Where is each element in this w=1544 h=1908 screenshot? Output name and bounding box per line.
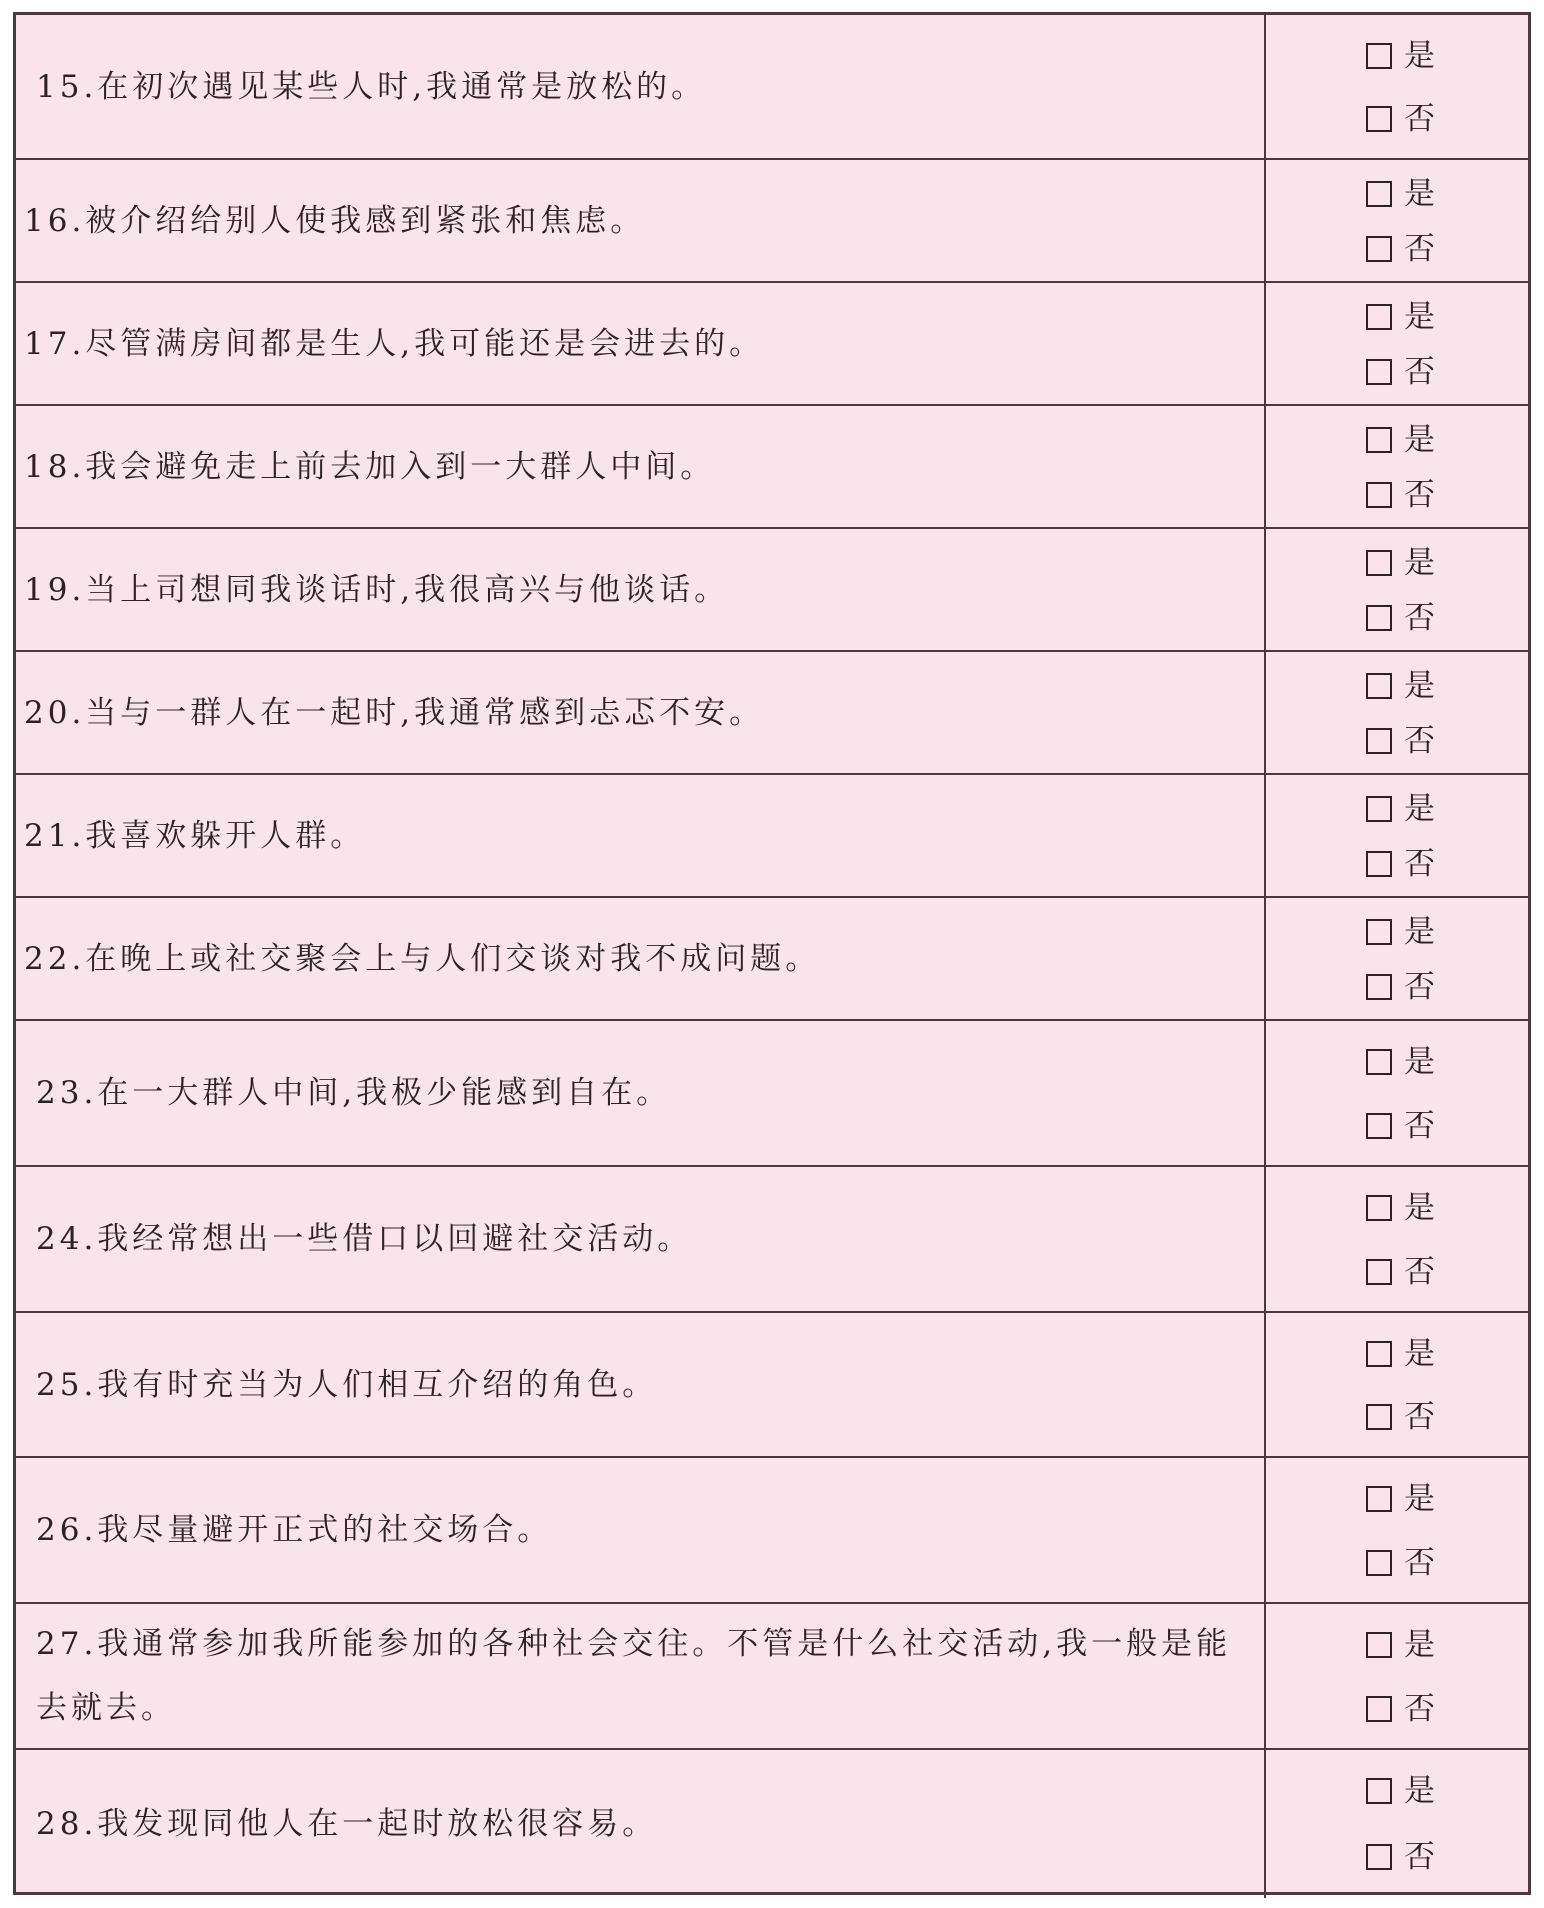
no-option[interactable] <box>1366 598 1435 638</box>
answer-cell <box>1266 160 1528 281</box>
no-label: 否 <box>1404 354 1435 390</box>
no-checkbox[interactable] <box>1366 106 1392 132</box>
question-text: 24.我经常想出一些借口以回避社交活动。 <box>36 1221 693 1257</box>
yes-checkbox[interactable] <box>1366 1195 1392 1221</box>
question-row <box>16 1167 1528 1313</box>
question-cell <box>16 283 1266 404</box>
answer-cell <box>1266 1604 1528 1748</box>
yes-checkbox[interactable] <box>1366 673 1392 699</box>
no-label: 否 <box>1404 1108 1435 1144</box>
no-label: 否 <box>1404 1254 1435 1290</box>
question-row <box>16 1604 1528 1750</box>
yes-checkbox[interactable] <box>1366 1632 1392 1658</box>
yes-checkbox[interactable] <box>1366 1341 1392 1367</box>
yes-label: 是 <box>1404 1773 1435 1809</box>
question-row <box>16 160 1528 283</box>
question-text: 22.在晚上或社交聚会上与人们交谈对我不成问题。 <box>24 940 821 977</box>
question-text: 18.我会避免走上前去加入到一大群人中间。 <box>24 448 716 485</box>
yes-label: 是 <box>1404 176 1435 212</box>
no-option[interactable] <box>1366 967 1435 1007</box>
yes-label: 是 <box>1404 1044 1435 1080</box>
question-cell <box>16 1604 1266 1748</box>
question-row <box>16 406 1528 529</box>
yes-label: 是 <box>1404 38 1435 74</box>
yes-label: 是 <box>1404 1627 1435 1663</box>
question-row <box>16 15 1528 160</box>
question-cell <box>16 406 1266 527</box>
yes-checkbox[interactable] <box>1366 43 1392 69</box>
question-text: 20.当与一群人在一起时,我通常感到忐忑不安。 <box>24 694 765 731</box>
no-label: 否 <box>1404 723 1435 759</box>
answer-cell <box>1266 1021 1528 1165</box>
no-label: 否 <box>1404 1399 1435 1435</box>
question-cell <box>16 1750 1266 1898</box>
answer-cell <box>1266 529 1528 650</box>
question-text: 26.我尽量避开正式的社交场合。 <box>36 1512 553 1548</box>
no-label: 否 <box>1404 600 1435 636</box>
yes-option[interactable] <box>1366 420 1435 460</box>
question-row <box>16 1750 1528 1898</box>
no-option[interactable] <box>1366 721 1435 761</box>
yes-label: 是 <box>1404 1190 1435 1226</box>
yes-checkbox[interactable] <box>1366 304 1392 330</box>
answer-cell <box>1266 1167 1528 1311</box>
no-option[interactable] <box>1366 1837 1435 1877</box>
no-option[interactable] <box>1366 1689 1435 1729</box>
yes-option[interactable] <box>1366 912 1435 952</box>
no-checkbox[interactable] <box>1366 482 1392 508</box>
yes-checkbox[interactable] <box>1366 550 1392 576</box>
no-option[interactable] <box>1366 352 1435 392</box>
no-checkbox[interactable] <box>1366 1404 1392 1430</box>
no-option[interactable] <box>1366 99 1435 139</box>
no-checkbox[interactable] <box>1366 728 1392 754</box>
yes-option[interactable] <box>1366 1334 1435 1374</box>
question-text: 23.在一大群人中间,我极少能感到自在。 <box>36 1075 672 1111</box>
yes-label: 是 <box>1404 1336 1435 1372</box>
no-label: 否 <box>1404 101 1435 137</box>
yes-option[interactable] <box>1366 1042 1435 1082</box>
answer-cell <box>1266 283 1528 404</box>
question-cell <box>16 1021 1266 1165</box>
yes-option[interactable] <box>1366 1771 1435 1811</box>
answer-cell <box>1266 15 1528 158</box>
answer-cell <box>1266 775 1528 896</box>
question-row <box>16 652 1528 775</box>
no-option[interactable] <box>1366 475 1435 515</box>
yes-label: 是 <box>1404 1481 1435 1517</box>
question-cell <box>16 1313 1266 1456</box>
answer-cell <box>1266 1313 1528 1456</box>
no-checkbox[interactable] <box>1366 1696 1392 1722</box>
yes-checkbox[interactable] <box>1366 427 1392 453</box>
no-label: 否 <box>1404 969 1435 1005</box>
no-label: 否 <box>1404 477 1435 513</box>
yes-option[interactable] <box>1366 36 1435 76</box>
yes-label: 是 <box>1404 914 1435 950</box>
question-text: 17.尽管满房间都是生人,我可能还是会进去的。 <box>24 325 765 362</box>
answer-cell <box>1266 406 1528 527</box>
question-row <box>16 1021 1528 1167</box>
question-cell <box>16 15 1266 158</box>
no-label: 否 <box>1404 846 1435 882</box>
no-label: 否 <box>1404 1691 1435 1727</box>
no-checkbox[interactable] <box>1366 974 1392 1000</box>
no-option[interactable] <box>1366 1397 1435 1437</box>
yes-option[interactable] <box>1366 1479 1435 1519</box>
question-row <box>16 775 1528 898</box>
yes-label: 是 <box>1404 299 1435 335</box>
question-text: 16.被介绍给别人使我感到紧张和焦虑。 <box>24 202 646 239</box>
question-text: 28.我发现同他人在一起时放松很容易。 <box>36 1806 658 1842</box>
yes-label: 是 <box>1404 668 1435 704</box>
question-row <box>16 898 1528 1021</box>
questionnaire-table <box>13 12 1531 1895</box>
no-label: 否 <box>1404 231 1435 267</box>
no-label: 否 <box>1404 1545 1435 1581</box>
question-row <box>16 1313 1528 1458</box>
no-option[interactable] <box>1366 229 1435 269</box>
no-option[interactable] <box>1366 844 1435 884</box>
question-cell <box>16 652 1266 773</box>
question-cell <box>16 1458 1266 1602</box>
no-checkbox[interactable] <box>1366 1550 1392 1576</box>
yes-checkbox[interactable] <box>1366 1778 1392 1804</box>
yes-checkbox[interactable] <box>1366 181 1392 207</box>
yes-option[interactable] <box>1366 1188 1435 1228</box>
answer-cell <box>1266 652 1528 773</box>
question-cell <box>16 1167 1266 1311</box>
yes-option[interactable] <box>1366 543 1435 583</box>
yes-checkbox[interactable] <box>1366 1486 1392 1512</box>
question-text: 21.我喜欢躲开人群。 <box>24 817 366 854</box>
no-checkbox[interactable] <box>1366 1113 1392 1139</box>
no-checkbox[interactable] <box>1366 605 1392 631</box>
no-option[interactable] <box>1366 1252 1435 1292</box>
no-checkbox[interactable] <box>1366 1844 1392 1870</box>
question-text: 19.当上司想同我谈话时,我很高兴与他谈话。 <box>24 571 730 608</box>
yes-checkbox[interactable] <box>1366 1049 1392 1075</box>
yes-label: 是 <box>1404 545 1435 581</box>
yes-option[interactable] <box>1366 789 1435 829</box>
question-row <box>16 1458 1528 1604</box>
question-row <box>16 529 1528 652</box>
no-checkbox[interactable] <box>1366 851 1392 877</box>
yes-option[interactable] <box>1366 1625 1435 1665</box>
question-cell <box>16 775 1266 896</box>
yes-option[interactable] <box>1366 174 1435 214</box>
yes-checkbox[interactable] <box>1366 919 1392 945</box>
yes-checkbox[interactable] <box>1366 796 1392 822</box>
no-checkbox[interactable] <box>1366 359 1392 385</box>
question-cell <box>16 898 1266 1019</box>
question-cell <box>16 529 1266 650</box>
answer-cell <box>1266 898 1528 1019</box>
no-checkbox[interactable] <box>1366 1259 1392 1285</box>
question-row <box>16 283 1528 406</box>
answer-cell <box>1266 1750 1528 1898</box>
question-cell <box>16 160 1266 281</box>
yes-label: 是 <box>1404 791 1435 827</box>
question-text: 25.我有时充当为人们相互介绍的角色。 <box>36 1366 658 1403</box>
yes-label: 是 <box>1404 422 1435 458</box>
no-label: 否 <box>1404 1839 1435 1875</box>
question-text: 27.我通常参加我所能参加的各种社会交往。不管是什么社交活动,我一般是能去就去。 <box>36 1626 1232 1726</box>
answer-cell <box>1266 1458 1528 1602</box>
no-checkbox[interactable] <box>1366 236 1392 262</box>
no-option[interactable] <box>1366 1543 1435 1583</box>
question-text: 15.在初次遇见某些人时,我通常是放松的。 <box>36 68 707 105</box>
yes-option[interactable] <box>1366 297 1435 337</box>
no-option[interactable] <box>1366 1106 1435 1146</box>
yes-option[interactable] <box>1366 666 1435 706</box>
